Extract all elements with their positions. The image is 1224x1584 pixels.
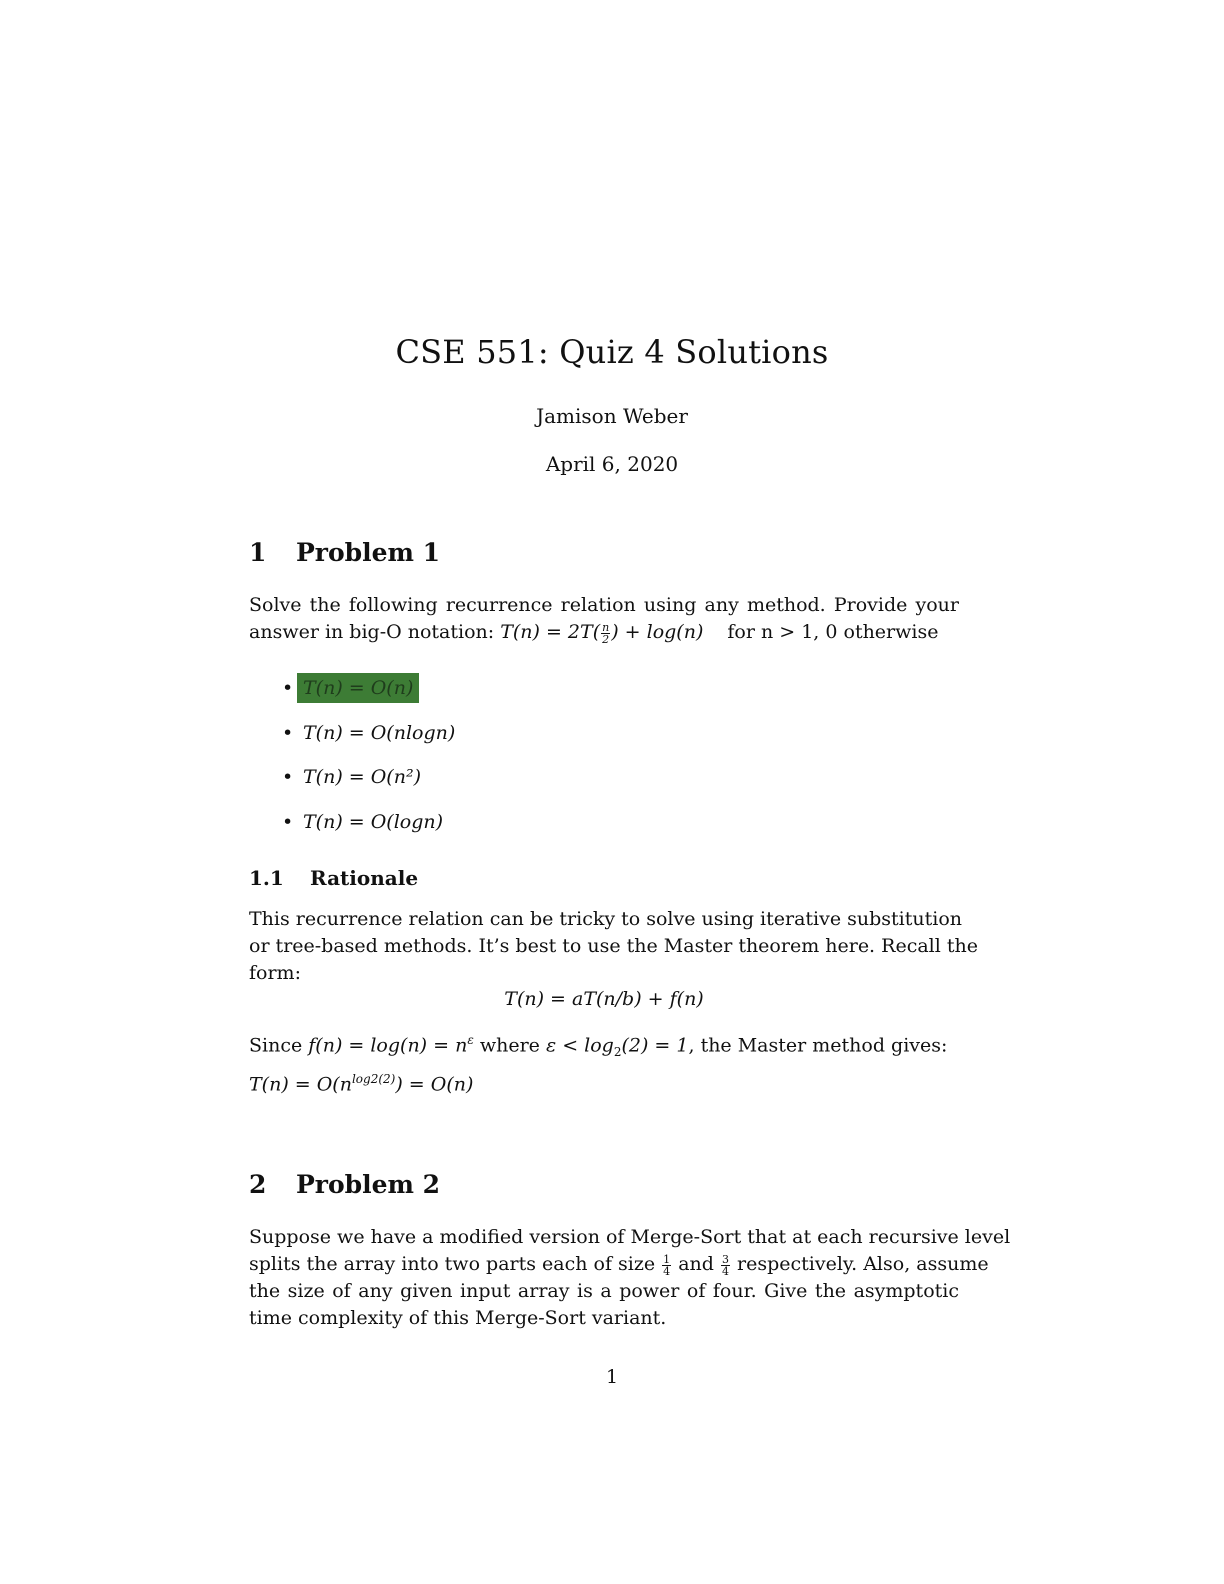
section-title: Problem 2 [296, 1170, 441, 1199]
document-author: Jamison Weber [536, 404, 688, 428]
problem-2-line-4: time complexity of this Merge-Sort variant. [249, 1307, 667, 1329]
problem-2-line-3: the size of any given input array is a power of four. Give the asymptotic [249, 1280, 959, 1302]
recurrence-lhs: T(n) = 2T( [500, 621, 601, 643]
document-page: CSE 551: Quiz 4 Solutions Jamison Weber April 6, 2020 1 Problem 1 Solve the following recurrence relation using any method. Provide your answer in big-O notation: T(n) = 2T( $\frac{n}{2}$ ) + log(n) for n > 1, 0 otherwise • T(n) = O(n) • T(n) = O(nlogn) • T(n) = O(n²) • T(n) = O(logn) 1.1 Rationale This recurrence relation can be tricky to solve using iterative substitution or tree-based methods. It’s best to use the Master theorem here. Recall the form: T(n) = aT(n/b) + f(n) Since $f(n) = \log(n) = n^\varepsilon$ where $\varepsilon < \log_2(2) = 1$, the Master method gives: $T(n) = O(n^{log2(2)}) = O(n)$ 2 Problem 2 Suppose we have a modified version of Merge-Sort that at each recursive level splits the array into two parts each of size $\frac{1}{4}$ and $\frac{3}{4}$ respectively. Also, assume the size of any given input array is a power of four. Give the asymptotic time complexity of this Merge-Sort variant. 1 [0, 0, 1224, 1584]
document-date: April 6, 2020 [545, 452, 679, 476]
bullet-icon: • [282, 811, 294, 833]
result-line: $T(n) = O(n^{log2(2)}) = O(n)$ [249, 1072, 474, 1096]
problem-1-statement [249, 592, 959, 646]
recurrence-fraction: $\frac{n}{2}$ [602, 620, 610, 646]
problem-2-statement [249, 1224, 1011, 1332]
rationale-line-3: form: [249, 962, 301, 984]
master-theorem-form: T(n) = aT(n/b) + f(n) [504, 988, 704, 1010]
rationale-paragraph [249, 906, 978, 987]
bullet-icon: • [282, 677, 294, 699]
selected-answer-highlight: T(n) = O(n) [297, 673, 419, 703]
section-title: Problem 1 [296, 538, 441, 567]
document-title: CSE 551: Quiz 4 Solutions [395, 333, 829, 371]
section-number: 2 [249, 1170, 267, 1199]
recurrence-rhs: ) + log(n) [611, 621, 704, 643]
rationale-conclusion [249, 1027, 959, 1098]
problem-1-line-1: Solve the following recurrence relation using any method. Provide your [249, 594, 959, 616]
rationale-line-2: or tree-based methods. It’s best to use the Master theorem here. Recall the [249, 935, 978, 957]
section-number: 1 [249, 538, 267, 567]
bullet-icon: • [282, 722, 294, 744]
fraction-three-quarters: $\frac{3}{4}$ [721, 1252, 729, 1278]
bullet-icon: • [282, 766, 294, 788]
subsection-title: Rationale [310, 866, 419, 890]
problem-1-line-2: answer in big-O notation: T(n) = 2T( $\frac{n}{2}$ ) + log(n) for n > 1, 0 otherwise [249, 620, 939, 646]
page-number: 1 [605, 1366, 619, 1388]
section-heading-problem-2 [249, 1170, 440, 1199]
fraction-one-quarter: $\frac{1}{4}$ [663, 1252, 671, 1278]
subsection-number: 1.1 [249, 866, 284, 890]
since-line: Since $f(n) = \log(n) = n^\varepsilon$ where $\varepsilon < \log_2(2) = 1$, the Master method gives: [249, 1033, 948, 1060]
problem-2-line-2: splits the array into two parts each of size $\frac{1}{4}$ and $\frac{3}{4}$ respectively. Also, assume [249, 1252, 989, 1278]
recurrence-condition: for n > 1, 0 otherwise [727, 621, 939, 643]
problem-2-line-1: Suppose we have a modified version of Merge-Sort that at each recursive level [249, 1226, 1011, 1248]
section-heading-problem-1 [249, 538, 440, 567]
rationale-line-1: This recurrence relation can be tricky to solve using iterative substitution [249, 908, 962, 930]
subsection-heading-rationale [249, 866, 418, 890]
